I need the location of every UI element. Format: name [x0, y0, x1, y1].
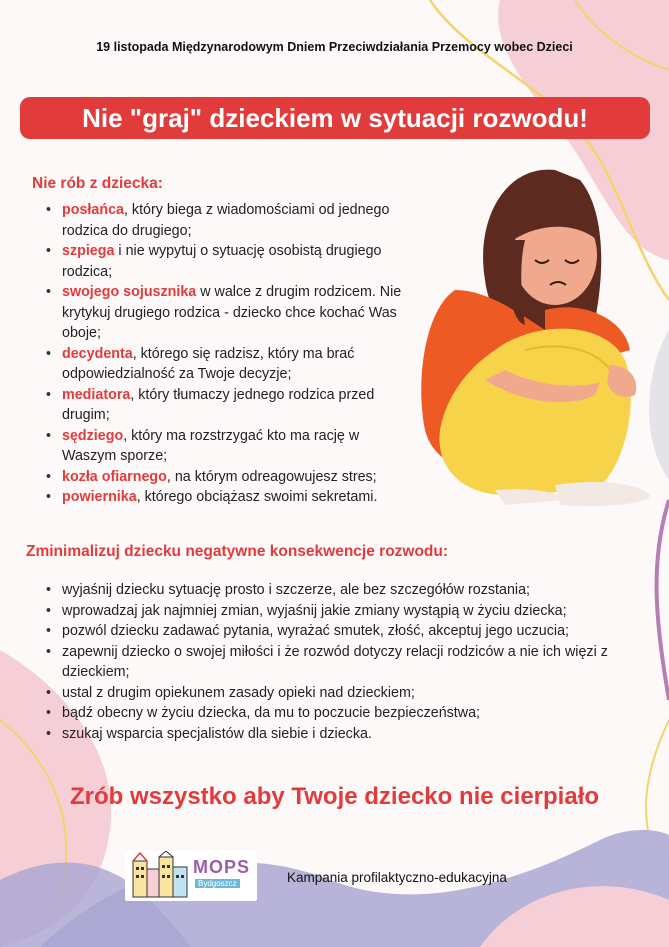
- item-text: wprowadzaj jak najmniej zmian, wyjaśnij jakie zmiany wystąpią w życiu dziecka;: [62, 602, 567, 619]
- list-item: • wyjaśnij dziecku sytuację prosto i szczerze, ale bez szczegółów rozstania;: [46, 582, 531, 598]
- section1-heading: Nie rób z dziecka:: [32, 175, 163, 192]
- item-keyword: posłańca: [62, 202, 124, 218]
- list-item: • posłańca, który biega z wiadomościami od jednego rodzica do drugiego;: [46, 202, 390, 239]
- slogan: Zrób wszystko aby Twoje dziecko nie cierpiało: [69, 783, 600, 810]
- item-keyword: swojego sojusznika: [62, 284, 197, 300]
- list-item: • szukaj wsparcia specjalistów dla siebie i dziecka.: [46, 725, 372, 742]
- sad-child-illustration: [395, 150, 669, 530]
- list-item: • ustal z drugim opiekunem zasady opieki nad dzieckiem;: [46, 684, 415, 701]
- item-text: , który ma rozstrzygać kto ma rację w Waszym sporze;: [62, 427, 360, 464]
- list-item: • decydenta, którego się radzisz, który ma brać odpowiedzialność za Twoje decyzje;: [46, 345, 355, 382]
- list-item: • pozwól dziecku zadawać pytania, wyrażać smutek, złość, akceptuj jego uczucia;: [46, 623, 569, 639]
- list-item: • mediatora, który tłumaczy jednego rodzica przed drugim;: [46, 386, 375, 423]
- item-keyword: kozła ofiarnego: [62, 468, 167, 485]
- list-item: • zapewnij dziecko o swojej miłości i że rozwód dotyczy relacji rodziców a nie ich więzi z dzieckiem;: [46, 643, 608, 680]
- item-text: szukaj wsparcia specjalistów dla siebie i dziecka.: [62, 725, 372, 742]
- list-item: • powiernika, którego obciążasz swoimi sekretami.: [46, 489, 378, 505]
- item-text: , który biega z wiadomościami od jednego rodzica do drugiego;: [62, 202, 390, 239]
- section2-list: [42, 580, 642, 744]
- item-keyword: sędziego: [62, 427, 124, 444]
- campaign-date-line: 19 listopada Międzynarodowym Dniem Przeciwdziałania Przemocy wobec Dzieci: [96, 40, 573, 54]
- item-text: wyjaśnij dziecku sytuację prosto i szczerze, ale bez szczegółów rozstania;: [62, 582, 531, 598]
- item-text: w walce z drugim rodzicem. Nie krytykuj drugiego rodzica - dziecko chce kochać Was oboje;: [62, 284, 402, 341]
- item-text: , którego obciążasz swoimi sekretami.: [136, 489, 378, 505]
- item-keyword: szpiega: [62, 243, 115, 259]
- item-text: ustal z drugim opiekunem zasady opieki nad dzieckiem;: [62, 684, 415, 701]
- list-item: • szpiega i nie wypytuj o sytuację osobistą drugiego rodzica;: [46, 243, 382, 280]
- section1-list: [42, 200, 412, 508]
- list-item: • kozła ofiarnego, na którym odreagowujesz stres;: [46, 468, 377, 485]
- item-text: , który tłumaczy jednego rodzica przed drugim;: [62, 386, 375, 423]
- campaign-label: Kampania profilaktyczno-edukacyjna: [287, 870, 507, 885]
- section2-heading: Zminimalizuj dziecku negatywne konsekwencje rozwodu:: [26, 543, 449, 560]
- logo-text: MOPS: [193, 857, 251, 877]
- list-item: • swojego sojusznika w walce z drugim rodzicem. Nie krytykuj drugiego rodzica - dziecko chce kochać Was oboje;: [46, 284, 402, 341]
- mops-logo: [125, 851, 257, 901]
- item-text: , którego się radzisz, który ma brać odpowiedzialność za Twoje decyzje;: [62, 345, 355, 382]
- title-banner: Nie "graj" dzieckiem w sytuacji rozwodu!: [20, 97, 650, 139]
- item-text: zapewnij dziecko o swojej miłości i że rozwód dotyczy relacji rodziców a nie ich więzi z dzieckiem;: [62, 643, 608, 680]
- item-text: bądź obecny w życiu dziecka, da mu to poczucie bezpieczeństwa;: [62, 705, 481, 721]
- item-keyword: decydenta: [62, 345, 133, 362]
- list-item: • bądź obecny w życiu dziecka, da mu to poczucie bezpieczeństwa;: [46, 705, 481, 721]
- item-text: i nie wypytuj o sytuację osobistą drugiego rodzica;: [62, 243, 382, 280]
- item-text: pozwól dziecku zadawać pytania, wyrażać smutek, złość, akceptuj jego uczucia;: [62, 623, 569, 639]
- item-keyword: powiernika: [62, 489, 137, 505]
- list-item: • wprowadzaj jak najmniej zmian, wyjaśnij jakie zmiany wystąpią w życiu dziecka;: [46, 602, 567, 619]
- item-keyword: mediatora: [62, 386, 131, 403]
- item-text: , na którym odreagowujesz stres;: [166, 468, 377, 485]
- logo-subtext: Bydgoszcz: [195, 879, 240, 888]
- list-item: • sędziego, który ma rozstrzygać kto ma rację w Waszym sporze;: [46, 427, 360, 464]
